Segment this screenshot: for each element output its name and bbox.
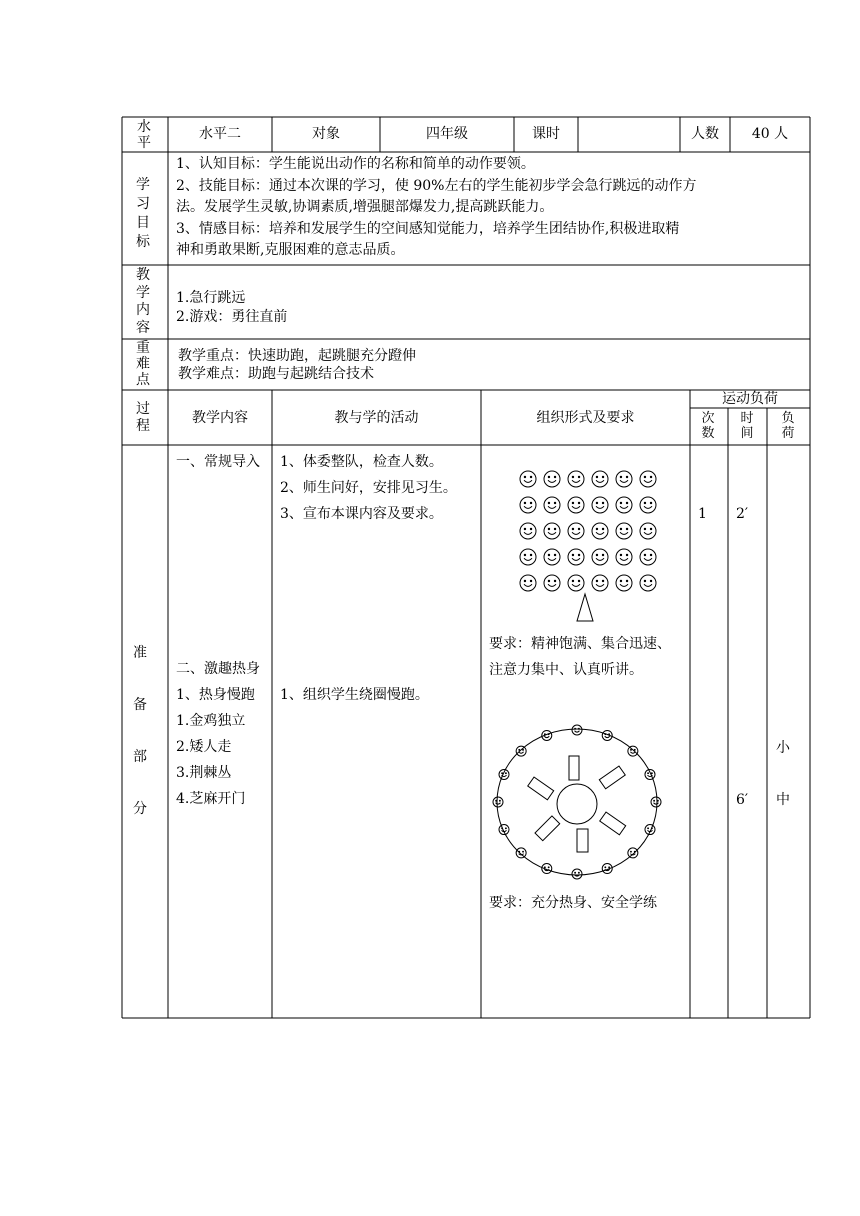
teacher-triangle-icon <box>577 594 593 621</box>
content-item: 3.荆棘丛 <box>176 765 232 781</box>
smiley-icon <box>544 575 560 591</box>
section-name-char: 备 <box>133 697 147 713</box>
smiley-icon <box>592 575 608 591</box>
smiley-icon <box>640 471 656 487</box>
intensity-value: 小 <box>776 740 790 756</box>
col-intensity-header: 负荷 <box>781 411 795 441</box>
content-item: 2.矮人走 <box>176 739 232 755</box>
smiley-icon <box>640 575 656 591</box>
smiley-icon <box>572 869 582 879</box>
smiley-icon <box>645 825 655 835</box>
smiley-icon <box>592 523 608 539</box>
time-value: 2′ <box>736 506 749 522</box>
object-value: 四年级 <box>426 126 468 142</box>
obstacle-rect-icon <box>577 829 588 852</box>
requirement-text: 要求：充分热身、安全学练 <box>489 895 657 911</box>
smiley-icon <box>516 848 526 858</box>
smiley-icon <box>544 471 560 487</box>
content-item: 一、常规导入 <box>176 454 260 470</box>
key-point-line: 教学难点：助跑与起跳结合技术 <box>178 366 374 382</box>
goal-line: 神和勇敢果断,克服困难的意志品质。 <box>176 242 405 258</box>
content-line: 2.游戏：勇往直前 <box>176 309 288 325</box>
content-item: 1、热身慢跑 <box>176 687 255 703</box>
activity-item: 1、体委整队，检查人数。 <box>280 454 443 470</box>
count-value: 40 人 <box>751 126 789 142</box>
requirement-text: 注意力集中、认真听讲。 <box>489 662 643 678</box>
smiley-icon <box>628 848 638 858</box>
warmup-students <box>493 725 661 879</box>
activity-item: 1、组织学生绕圈慢跑。 <box>280 687 429 703</box>
smiley-icon <box>568 549 584 565</box>
smiley-icon <box>651 797 661 807</box>
object-label: 对象 <box>312 126 340 142</box>
process-label: 过程 <box>136 401 150 434</box>
smiley-icon <box>592 549 608 565</box>
content-item: 1.金鸡独立 <box>176 713 246 729</box>
obstacle-rect-icon <box>569 756 579 780</box>
smiley-icon <box>568 471 584 487</box>
warmup-circle-diagram <box>497 729 657 875</box>
col-content-header: 教学内容 <box>192 410 248 426</box>
activity-item: 2、师生问好，安排见习生。 <box>280 480 457 496</box>
smiley-icon <box>544 523 560 539</box>
student-formation <box>520 471 656 591</box>
smiley-icon <box>499 769 509 779</box>
times-value: 1 <box>698 506 707 522</box>
smiley-icon <box>616 575 632 591</box>
col-duration-header: 时间 <box>740 411 754 441</box>
requirement-text: 要求：精神饱满、集合迅速、 <box>489 636 671 652</box>
section-name-char: 分 <box>133 801 147 817</box>
smiley-icon <box>645 769 655 779</box>
keypoints-label: 重难点 <box>136 340 150 388</box>
goal-line: 法。发展学生灵敏,协调素质,增强腿部爆发力,提高跳跃能力。 <box>176 199 554 215</box>
col-load-header: 运动负荷 <box>722 391 778 407</box>
smiley-icon <box>493 797 503 807</box>
section-name-char: 部 <box>133 749 147 765</box>
smiley-icon <box>616 523 632 539</box>
key-point-line: 教学重点：快速助跑，起跳腿充分蹬伸 <box>178 348 416 364</box>
smiley-icon <box>568 497 584 513</box>
smiley-icon <box>520 497 536 513</box>
center-circle-icon <box>557 784 597 824</box>
obstacle-rect-icon <box>599 766 625 789</box>
smiley-icon <box>616 549 632 565</box>
smiley-icon <box>544 549 560 565</box>
smiley-icon <box>640 523 656 539</box>
smiley-icon <box>520 523 536 539</box>
section-name-char: 准 <box>133 645 147 661</box>
smiley-icon <box>520 549 536 565</box>
smiley-icon <box>628 746 638 756</box>
lesson-label: 课时 <box>532 126 560 142</box>
smiley-icon <box>520 471 536 487</box>
intensity-value: 中 <box>776 792 790 808</box>
smiley-icon <box>544 497 560 513</box>
obstacle-rect-icon <box>528 777 554 800</box>
obstacle-rect-icon <box>600 812 626 835</box>
smiley-icon <box>516 746 526 756</box>
goals-label: 学习目标 <box>136 177 150 250</box>
goal-line: 3、情感目标：培养和发展学生的空间感知觉能力，培养学生团结协作,积极进取精 <box>176 220 680 237</box>
smiley-icon <box>640 549 656 565</box>
col-times-header: 次数 <box>701 411 715 441</box>
level-label: 水平 <box>137 119 151 151</box>
content-label: 教学内容 <box>136 267 150 336</box>
smiley-icon <box>592 497 608 513</box>
smiley-icon <box>592 471 608 487</box>
count-label: 人数 <box>691 126 719 142</box>
content-item: 4.芝麻开门 <box>176 791 246 807</box>
smiley-icon <box>572 725 582 735</box>
goal-line: 1、认知目标：学生能说出动作的名称和简单的动作要领。 <box>176 156 535 172</box>
goal-line: 2、技能目标：通过本次课的学习，使 90%左右的学生能初步学会急行跳远的动作方 <box>176 177 697 194</box>
content-line: 1.急行跳远 <box>176 290 246 306</box>
goals-text <box>176 154 806 262</box>
obstacle-rect-icon <box>535 816 560 841</box>
level-value: 水平二 <box>199 126 241 142</box>
smiley-icon <box>520 575 536 591</box>
smiley-icon <box>568 575 584 591</box>
time-value: 6′ <box>736 792 749 808</box>
smiley-icon <box>616 471 632 487</box>
smiley-icon <box>616 497 632 513</box>
smiley-icon <box>640 497 656 513</box>
col-organization-header: 组织形式及要求 <box>536 410 635 426</box>
activity-item: 3、宣布本课内容及要求。 <box>280 506 443 522</box>
col-activities-header: 教与学的活动 <box>334 410 419 426</box>
content-item: 二、激趣热身 <box>176 661 260 677</box>
smiley-icon <box>568 523 584 539</box>
smiley-icon <box>499 825 509 835</box>
